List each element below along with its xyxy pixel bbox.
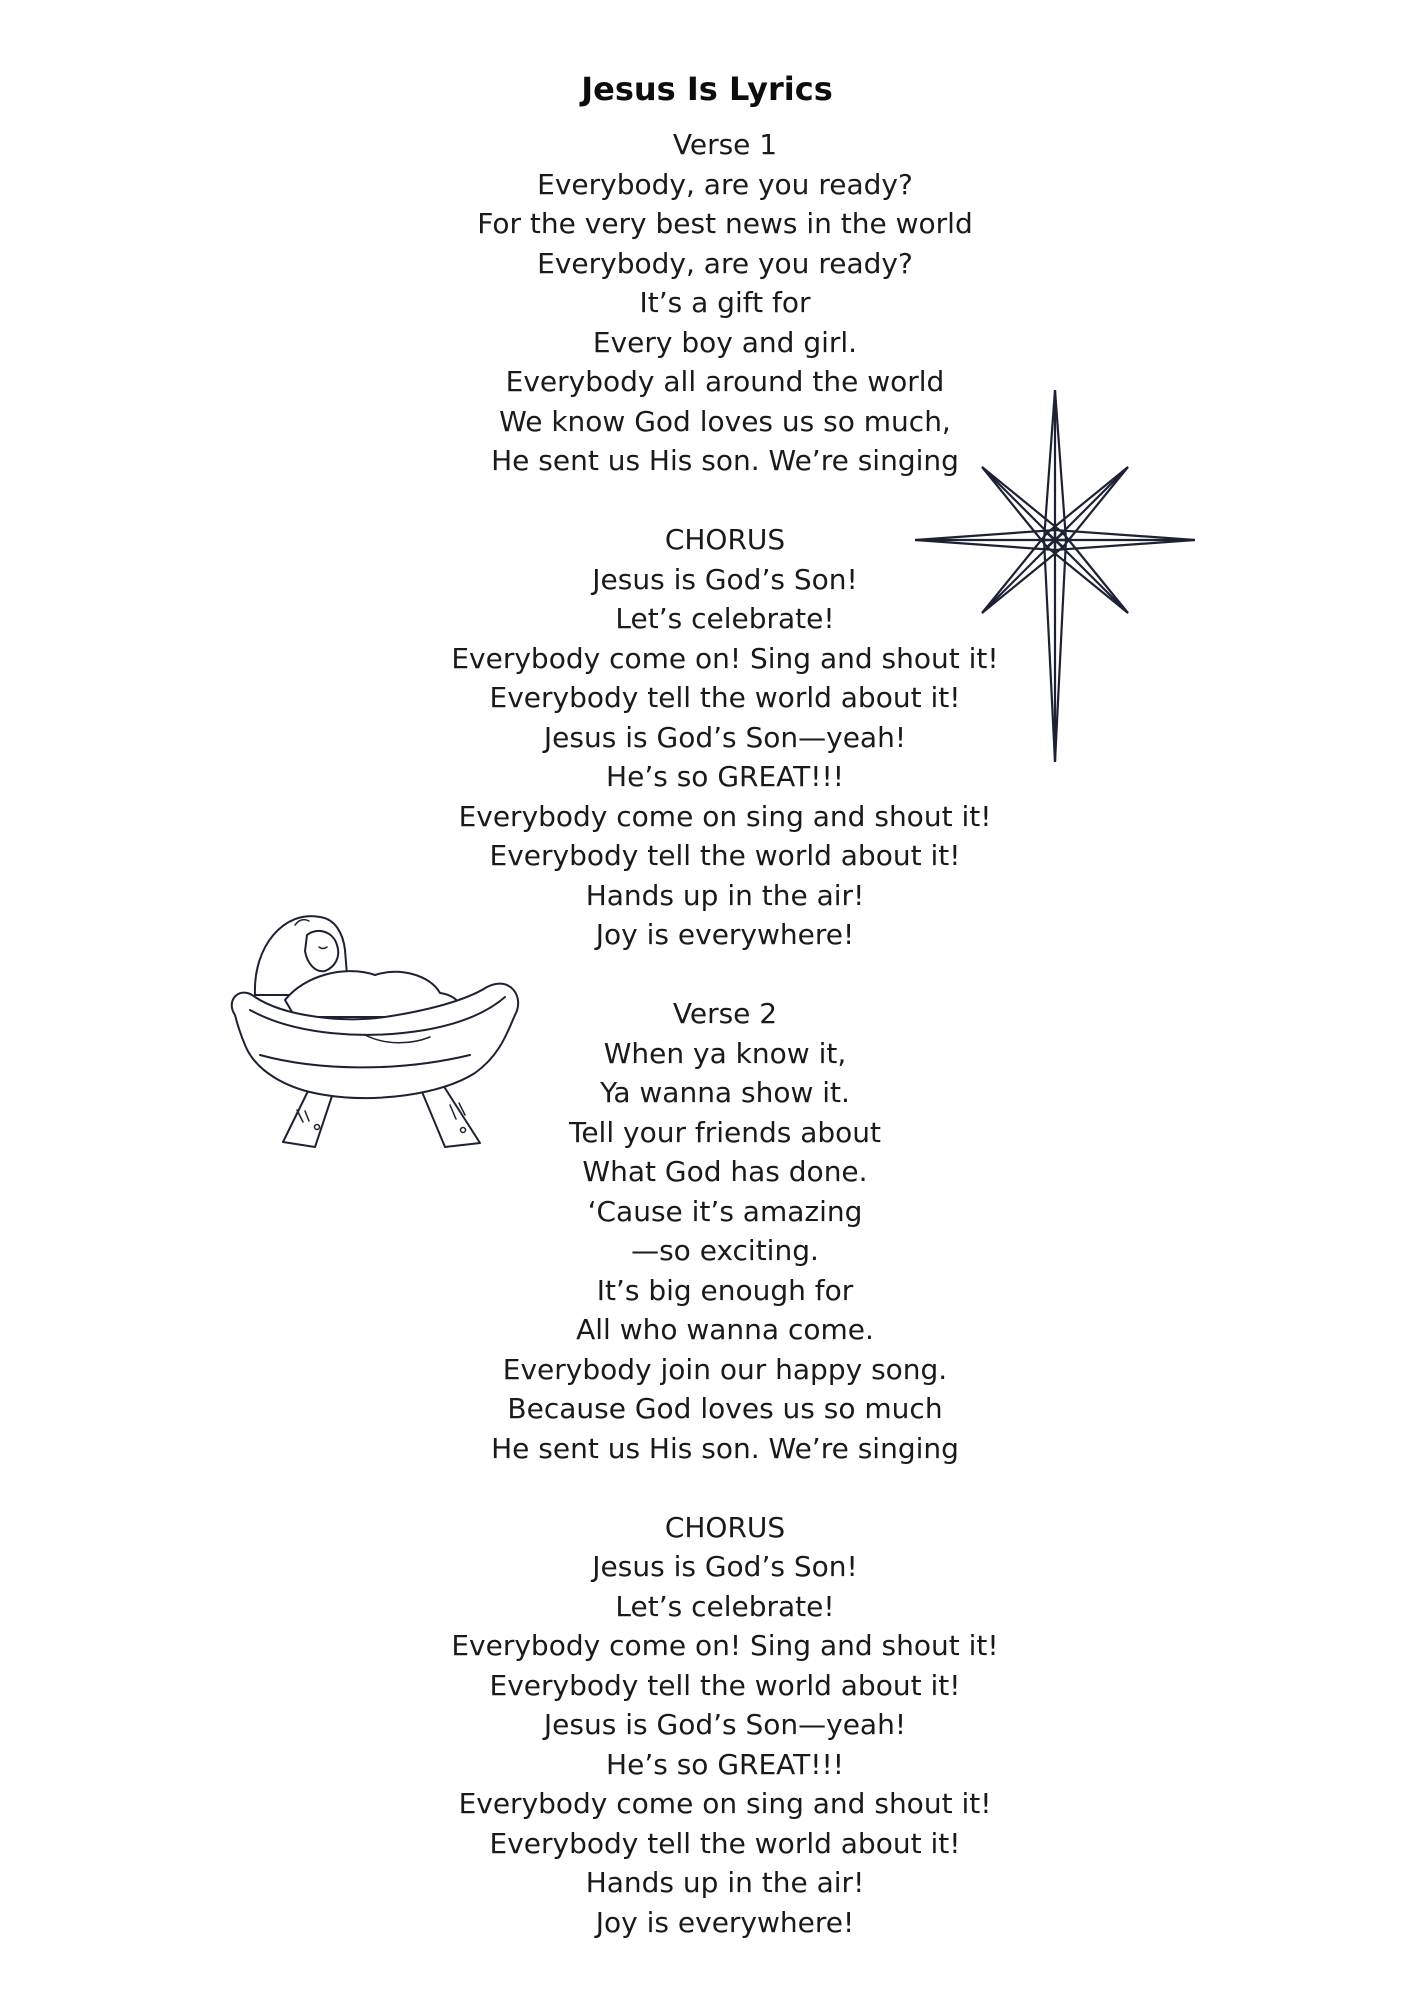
- lyric-line: It’s big enough for: [596, 1273, 854, 1307]
- lyric-line: Everybody come on sing and shout it!: [458, 1787, 992, 1820]
- page-title: Jesus Is Lyrics: [581, 70, 833, 108]
- lyric-line: Hands up in the air!: [585, 878, 865, 912]
- lyric-line: Everybody, are you ready?: [537, 167, 913, 201]
- lyric-line: Jesus is God’s Son—yeah!: [543, 1708, 907, 1741]
- lyric-line: Everybody tell the world about it!: [489, 1668, 961, 1702]
- lyric-line: Jesus is God’s Son—yeah!: [543, 720, 907, 754]
- lyric-line: We know God loves us so much,: [499, 404, 951, 438]
- lyric-line: When ya know it,: [603, 1036, 847, 1070]
- lyric-line: What God has done.: [582, 1155, 868, 1188]
- lyric-line: Jesus is God’s Son!: [592, 562, 858, 596]
- lyric-line: He sent us His son. We’re singing: [491, 444, 959, 477]
- lyric-line: Ya wanna show it.: [600, 1076, 850, 1109]
- lyric-line: Everybody tell the world about it!: [489, 1826, 961, 1860]
- lyric-line: CHORUS: [664, 1510, 786, 1544]
- lyric-line: Every boy and girl.: [592, 325, 858, 359]
- lyric-line: ‘Cause it’s amazing: [587, 1194, 863, 1228]
- lyric-line: CHORUS: [664, 523, 786, 556]
- lyric-line: It’s a gift for: [639, 286, 811, 319]
- lyric-line: Let’s celebrate!: [615, 1589, 835, 1623]
- lyric-line: Hands up in the air!: [585, 1866, 865, 1899]
- lyric-line: Because God loves us so much: [507, 1392, 943, 1425]
- lyric-line: Tell your friends about: [568, 1115, 882, 1149]
- lyric-line: He sent us His son. We’re singing: [491, 1431, 959, 1465]
- lyric-line: Jesus is God’s Son!: [592, 1550, 858, 1583]
- lyrics-stanza: [300, 1508, 1150, 1943]
- lyric-line: Verse 2: [672, 997, 778, 1030]
- lyric-line: He’s so GREAT!!!: [606, 1747, 844, 1781]
- lyric-line: Verse 1: [672, 128, 778, 161]
- star-of-bethlehem-icon: [915, 390, 1195, 762]
- lyric-line: Everybody tell the world about it!: [489, 839, 961, 872]
- lyric-line: Everybody come on! Sing and shout it!: [451, 1629, 999, 1662]
- lyric-line: Everybody, are you ready?: [537, 246, 913, 280]
- lyric-line: For the very best news in the world: [477, 207, 973, 240]
- lyric-line: Everybody all around the world: [505, 365, 945, 398]
- lyric-line: Let’s celebrate!: [615, 602, 835, 635]
- lyric-line: Everybody join our happy song.: [502, 1352, 948, 1386]
- lyric-line: —so exciting.: [631, 1234, 819, 1267]
- lyric-line: Everybody tell the world about it!: [489, 681, 961, 714]
- lyric-line: Everybody come on sing and shout it!: [458, 799, 992, 833]
- lyric-line: Joy is everywhere!: [595, 918, 855, 951]
- baby-in-manger-icon: [225, 905, 525, 1150]
- lyric-line: Everybody come on! Sing and shout it!: [451, 641, 999, 675]
- lyric-line: Joy is everywhere!: [595, 1905, 855, 1939]
- lyric-line: All who wanna come.: [576, 1313, 874, 1346]
- lyric-line: He’s so GREAT!!!: [606, 760, 844, 793]
